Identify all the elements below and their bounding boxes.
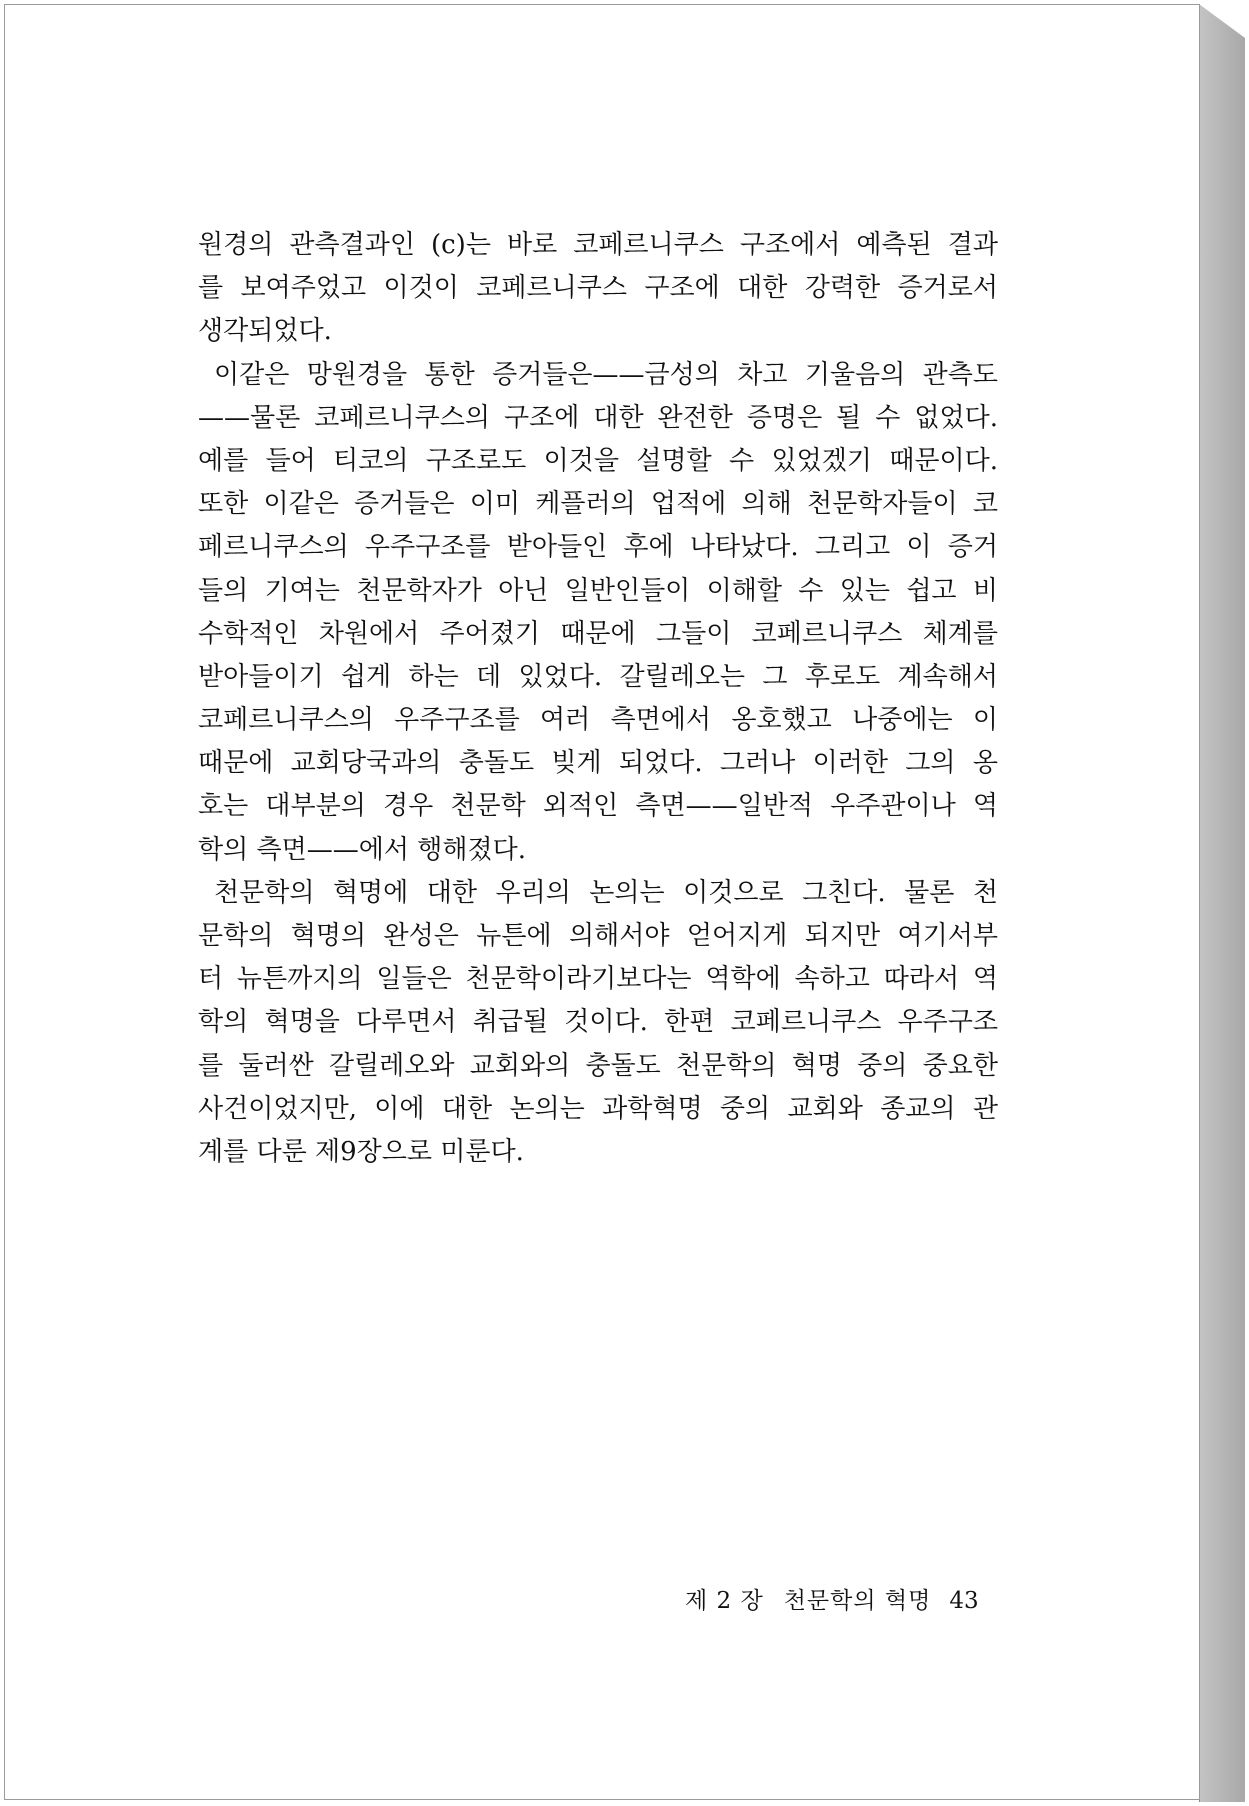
- text-line: 또한 이같은 증거들은 이미 케플러의 업적에 의해 천문학자들이 코: [198, 489, 998, 520]
- text-line: 터 뉴튼까지의 일들은 천문학이라기보다는 역학에 속하고 따라서 역: [198, 964, 998, 995]
- body-text: [198, 224, 998, 1174]
- text-line: 사건이었지만, 이에 대한 논의는 과학혁명 중의 교회와 종교의 관: [198, 1093, 998, 1124]
- text-line: 천문학의 혁명에 대한 우리의 논의는 이것으로 그친다. 물론 천: [214, 877, 998, 908]
- paragraph-1: [198, 224, 998, 354]
- text-line: 들의 기여는 천문학자가 아닌 일반인들이 이해할 수 있는 쉽고 비: [198, 575, 998, 606]
- text-line: 를 둘러싼 갈릴레오와 교회와의 충돌도 천문학의 혁명 중의 중요한: [198, 1050, 998, 1081]
- text-line: 계를 다룬 제9장으로 미룬다.: [198, 1136, 524, 1167]
- text-line: 예를 들어 티코의 구조로도 이것을 설명할 수 있었겠기 때문이다.: [198, 445, 998, 476]
- text-line: 학의 혁명을 다루면서 취급될 것이다. 한편 코페르니쿠스 우주구조: [198, 1007, 998, 1038]
- text-line: 받아들이기 쉽게 하는 데 있었다. 갈릴레오는 그 후로도 계속해서: [198, 661, 998, 692]
- text-line: 호는 대부분의 경우 천문학 외적인 측면——일반적 우주관이나 역: [198, 791, 998, 822]
- text-line: 수학적인 차원에서 주어졌기 때문에 그들이 코페르니쿠스 체계를: [198, 618, 998, 649]
- text-line: 페르니쿠스의 우주구조를 받아들인 후에 나타났다. 그리고 이 증거: [198, 532, 998, 563]
- text-line: 코페르니쿠스의 우주구조를 여러 측면에서 옹호했고 나중에는 이: [198, 705, 998, 736]
- paragraph-3: [198, 872, 998, 1174]
- paragraph-2: [198, 354, 998, 872]
- text-line: 때문에 교회당국과의 충돌도 빚게 되었다. 그러나 이러한 그의 옹: [198, 748, 998, 779]
- text-line: 이같은 망원경을 통한 증거들은——금성의 차고 기울음의 관측도: [214, 359, 998, 390]
- text-line: 를 보여주었고 이것이 코페르니쿠스 구조에 대한 강력한 증거로서: [198, 273, 998, 304]
- text-line: 문학의 혁명의 완성은 뉴튼에 의해서야 얻어지게 되지만 여기서부: [198, 921, 998, 951]
- page-footer: [685, 1582, 1005, 1615]
- page-edge: [1199, 4, 1245, 1802]
- text-line: 학의 측면——에서 행해졌다.: [198, 834, 526, 865]
- text-line: 생각되었다.: [198, 316, 332, 347]
- footer-chapter: 제 2 장: [685, 1588, 764, 1614]
- footer-title: 천문학의 혁명: [783, 1588, 932, 1614]
- page-number: 43: [949, 1588, 979, 1614]
- text-line: ——물론 코페르니쿠스의 구조에 대한 완전한 증명은 될 수 없었다.: [198, 402, 998, 433]
- text-line: 원경의 관측결과인 (c)는 바로 코페르니쿠스 구조에서 예측된 결과: [198, 230, 998, 260]
